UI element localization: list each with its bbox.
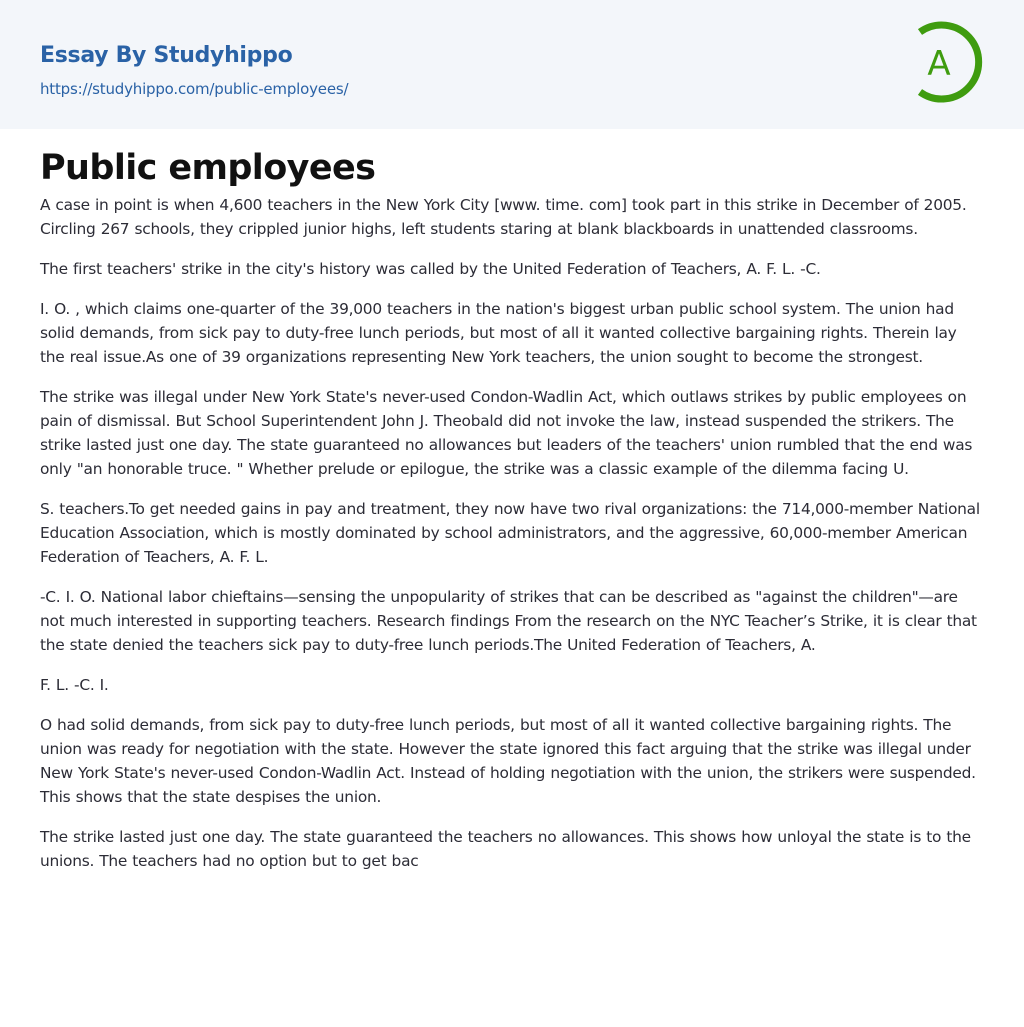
article <box>0 145 1024 873</box>
paragraph-1: A case in point is when 4,600 teachers in the New York City [www. time. com] took part in this strike in December of 2005. Circling 267 schools, they crippled junior highs, left students staring at blank blackboards in unattended classrooms. <box>40 196 967 238</box>
paragraph-9: The strike lasted just one day. The state guaranteed the teachers no allowances. This shows how unloyal the state is to the unions. The teachers had no option but to get bac <box>40 828 971 870</box>
site-header <box>0 0 1024 129</box>
paragraph-7: F. L. -C. I. <box>40 676 109 694</box>
paragraph-5: S. teachers.To get needed gains in pay and treatment, they now have two rival organizations: the 714,000-member National Education Association, which is mostly dominated by school administrators, and the aggressive, 60,000-member American Federation of Teachers, A. F. L. <box>40 500 980 566</box>
site-brand[interactable]: Essay By Studyhippo <box>40 43 293 68</box>
paragraph-6: -C. I. O. National labor chieftains—sensing the unpopularity of strikes that can be described as "against the children"—are not much interested in supporting teachers. Research findings From the research on the NYC Teacher’s Strike, it is clear that the state denied the teachers sick pay to duty-free lunch periods.The United Federation of Teachers, A. <box>40 588 977 654</box>
paragraph-2: The first teachers' strike in the city's history was called by the United Federation of Teachers, A. F. L. -C. <box>40 260 821 278</box>
paragraph-4: The strike was illegal under New York State's never-used Condon-Wadlin Act, which outlaws strikes by public employees on pain of dismissal. But School Superintendent John J. Theobald did not invoke the law, instead suspended the strikers. The strike lasted just one day. The state guaranteed no allowances but leaders of the teachers' union rumbled that the end was only "an honorable truce. " Whether prelude or epilogue, the strike was a classic example of the dilemma facing U. <box>40 388 973 478</box>
studyhippo-logo-icon[interactable] <box>912 20 986 104</box>
logo-letter: A <box>927 44 951 84</box>
paragraph-8: O had solid demands, from sick pay to duty-free lunch periods, but most of all it wanted collective bargaining rights. The union was ready for negotiation with the state. However the state ignored this fact arguing that the strike was illegal under New York State's never-used Condon-Wadlin Act. Instead of holding negotiation with the union, the strikers were suspended. This shows that the state despises the union. <box>40 716 976 806</box>
paragraph-3: I. O. , which claims one-quarter of the 39,000 teachers in the nation's biggest urban public school system. The union had solid demands, from sick pay to duty-free lunch periods, but most of all it wanted collective bargaining rights. Therein lay the real issue.As one of 39 organizations representing New York teachers, the union sought to become the strongest. <box>40 300 957 366</box>
essay-url-link[interactable]: https://studyhippo.com/public-employees/ <box>40 80 349 98</box>
page-title: Public employees <box>40 148 376 188</box>
